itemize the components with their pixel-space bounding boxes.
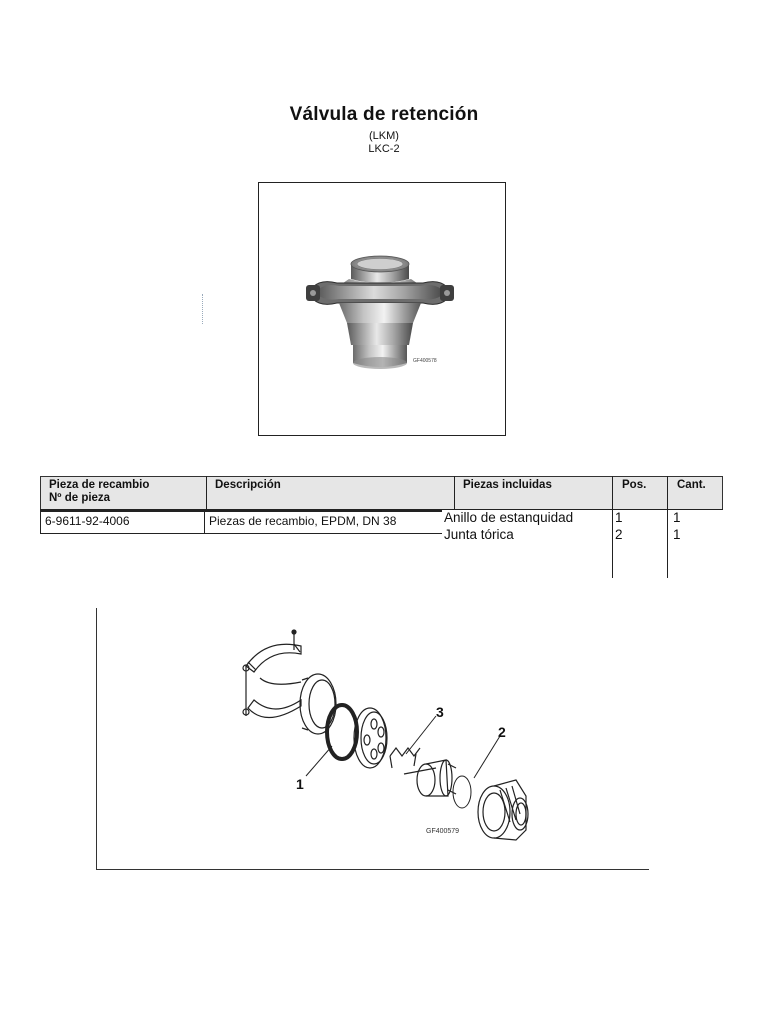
- included-part-position: 2: [615, 527, 623, 542]
- header-part-number: Pieza de recambio Nº de pieza: [49, 479, 150, 504]
- product-photo: [258, 182, 506, 436]
- callout-2: 2: [498, 724, 506, 740]
- header-included-parts: Piezas incluidas: [463, 479, 552, 491]
- exploded-view-drawing: [96, 608, 649, 870]
- description-cell: Piezas de recambio, EPDM, DN 38: [209, 514, 397, 528]
- check-valve-illustration: [259, 183, 505, 435]
- diagram-image-code: GF400579: [426, 828, 460, 835]
- page-subtitle-model: (LKM): [369, 130, 399, 142]
- spare-parts-table: [40, 476, 724, 578]
- included-part-name: Anillo de estanquidad: [444, 510, 574, 525]
- callout-3: 3: [436, 704, 444, 720]
- included-part-quantity: 1: [673, 527, 681, 542]
- header-position: Pos.: [622, 479, 647, 491]
- header-quantity: Cant.: [677, 479, 706, 491]
- scan-artifact: [202, 294, 205, 324]
- included-part-position: 1: [615, 510, 623, 525]
- callout-1: 1: [296, 776, 304, 792]
- included-part-name: Junta tórica: [444, 527, 514, 542]
- photo-image-code: GF400578: [413, 358, 437, 364]
- page-subtitle-variant: LKC-2: [368, 143, 400, 155]
- page-title: Válvula de retención: [289, 104, 479, 125]
- exploded-view-diagram: [96, 608, 649, 870]
- included-part-quantity: 1: [673, 510, 681, 525]
- part-number-cell: 6-9611-92-4006: [45, 514, 130, 528]
- header-description: Descripción: [215, 479, 281, 491]
